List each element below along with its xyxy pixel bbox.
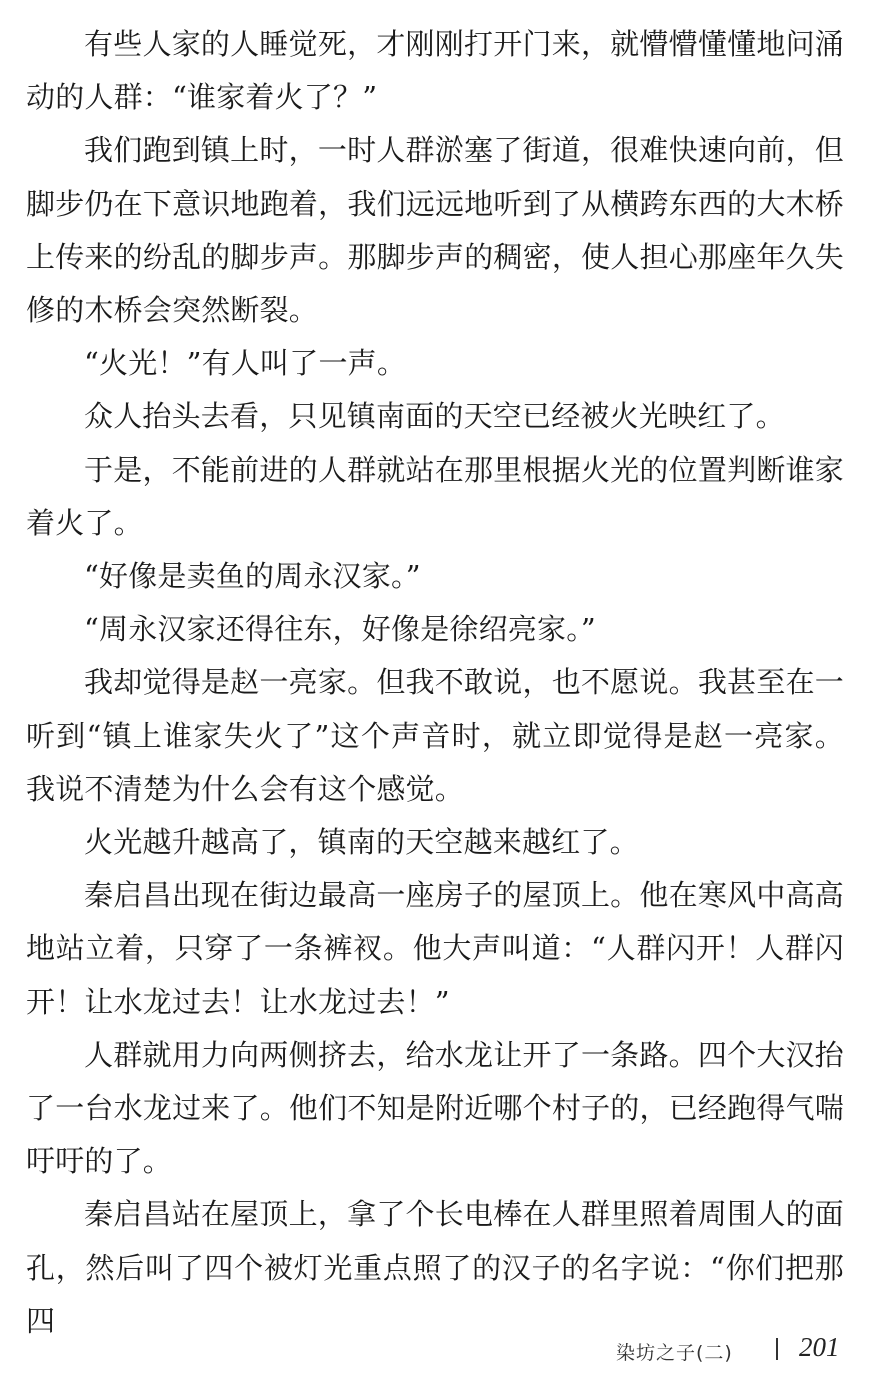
paragraph: 众人抬头去看，只见镇南面的天空已经被火光映红了。 — [84, 399, 785, 434]
page-body — [26, 18, 844, 1348]
page-number: 201 — [799, 1332, 840, 1362]
paragraph: “火光！”有人叫了一声。 — [84, 346, 407, 381]
paragraph: 秦启昌出现在街边最高一座房子的屋顶上。他在寒风中高高地站立着，只穿了一条裤衩。他大声叫道：“人群闪开！人群闪开！让水龙过去！让水龙过去！” — [26, 878, 844, 1019]
paragraph: 我却觉得是赵一亮家。但我不敢说，也不愿说。我甚至在一听到“镇上谁家失火了”这个声音时，就立即觉得是赵一亮家。我说不清楚为什么会有这个感觉。 — [26, 665, 844, 806]
running-title: 染坊之子(二) — [616, 1342, 733, 1364]
paragraph: 秦启昌站在屋顶上，拿了个长电棒在人群里照着周围人的面孔，然后叫了四个被灯光重点照了的汉子的名字说：“你们把那四 — [26, 1197, 844, 1338]
paragraph: 有些人家的人睡觉死，才刚刚打开门来，就懵懵懂懂地问涌动的人群：“谁家着火了？” — [26, 27, 844, 115]
paragraph: “好像是卖鱼的周永汉家。” — [84, 559, 421, 594]
paragraph: 火光越升越高了，镇南的天空越来越红了。 — [84, 825, 639, 860]
paragraph: 人群就用力向两侧挤去，给水龙让开了一条路。四个大汉抬了一台水龙过来了。他们不知是附近哪个村子的，已经跑得气喘吁吁的了。 — [26, 1037, 844, 1179]
page-footer — [0, 1330, 872, 1370]
footer-divider — [776, 1338, 778, 1360]
paragraph: 于是，不能前进的人群就站在那里根据火光的位置判断谁家着火了。 — [26, 452, 844, 540]
paragraph: 我们跑到镇上时，一时人群淤塞了街道，很难快速向前，但脚步仍在下意识地跑着，我们远远地听到了从横跨东西的大木桥上传来的纷乱的脚步声。那脚步声的稠密，使人担心那座年久失修的木桥会突然断裂。 — [26, 133, 844, 328]
paragraph: “周永汉家还得往东，好像是徐绍亮家。” — [84, 612, 596, 647]
